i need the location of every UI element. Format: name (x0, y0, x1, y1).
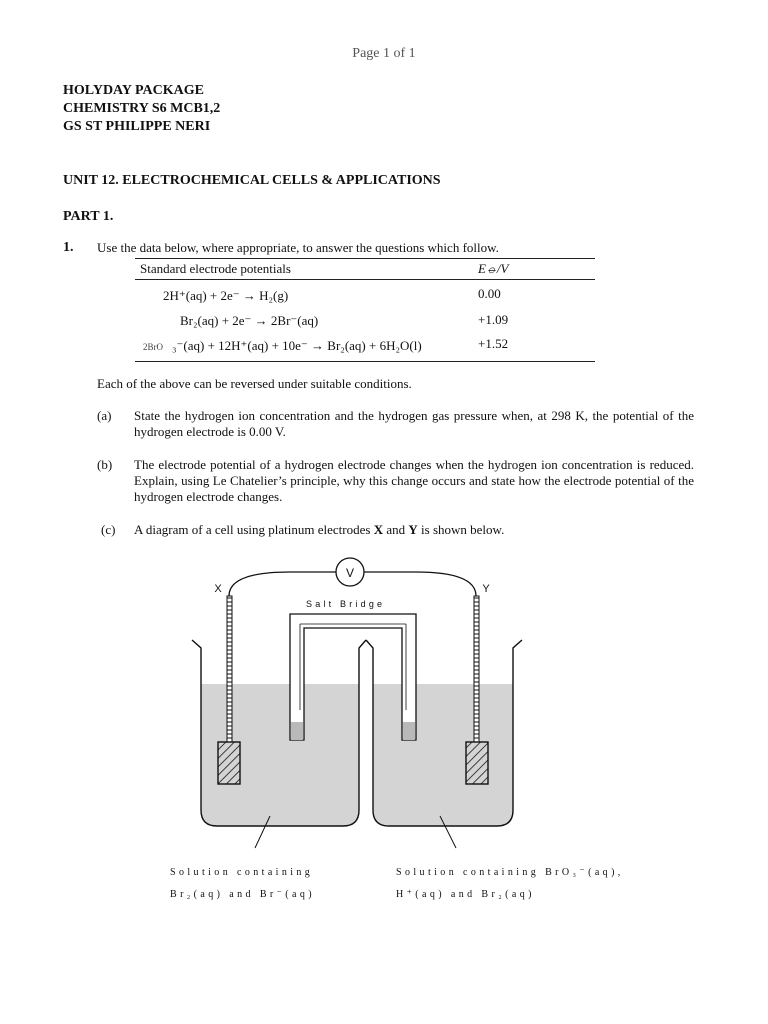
part-a-text: State the hydrogen ion concentration and the hydrogen gas pressure when, at 298 K, the potential of the hydrogen electrode is 0.00 V. (134, 408, 694, 439)
part-c-label: (c) (101, 522, 116, 537)
part-title: PART 1. (63, 209, 114, 224)
wire-right (364, 572, 476, 596)
right-solution-caption-1: Solution containing BrO₃⁻(aq), (396, 867, 624, 878)
header-line-3: GS ST PHILIPPE NERI (63, 119, 211, 134)
left-solution-caption-2: Br₂(aq) and Br⁻(aq) (170, 889, 316, 900)
salt-bridge-fluid-left (291, 722, 303, 740)
left-solution-caption-1: Solution containing (170, 867, 314, 878)
electrode-x-rod (227, 596, 232, 742)
unit-title: UNIT 12. ELECTROCHEMICAL CELLS & APPLICATIONS (63, 173, 441, 188)
part-b-text: The electrode potential of a hydrogen electrode changes when the hydrogen ion concentration is reduced. Explain, using Le Chatelier’s principle, why this change occurs and state how the electrode potential of the hydrogen electrode changes. (134, 457, 694, 504)
table-header-right: E⦵/V (478, 261, 509, 276)
voltmeter-label: V (345, 566, 355, 580)
table-row-equation: ₃⁻(aq) + 12H⁺(aq) + 10e⁻ → Br₂(aq) + 6H₂O(l) (172, 338, 422, 353)
table-row-value: 0.00 (478, 286, 501, 301)
table-row-value: +1.52 (478, 336, 509, 351)
electrode-y-plate (466, 742, 488, 784)
electrode-x-label: X (214, 583, 222, 595)
part-c-and: and (383, 522, 409, 537)
header-line-1: HOLYDAY PACKAGE (63, 83, 204, 98)
part-c-text-end: is shown below. (417, 522, 505, 537)
reversible-note: Each of the above can be reversed under suitable conditions. (97, 376, 412, 391)
table-row-prefix: 2BrO (143, 342, 163, 352)
salt-bridge-label: Salt Bridge (306, 599, 386, 609)
question-intro: Use the data below, where appropriate, to answer the questions which follow. (97, 240, 499, 255)
electrode-x-ref: X (373, 522, 384, 537)
electrode-y-label: Y (482, 583, 490, 595)
part-a-label: (a) (97, 408, 112, 423)
salt-bridge-fluid-right (403, 722, 415, 740)
table-row-equation: Br₂(aq) + 2e⁻ → 2Br⁻(aq) (180, 313, 319, 328)
header-line-2: CHEMISTRY S6 MCB1,2 (63, 101, 221, 116)
question-number: 1. (63, 240, 74, 255)
table-row-equation: 2H⁺(aq) + 2e⁻ → H₂(g) (163, 288, 289, 303)
page-header: Page 1 of 1 (352, 46, 416, 61)
electrode-y-rod (474, 596, 479, 742)
part-b-label: (b) (97, 457, 113, 472)
electrode-y-ref: Y (408, 522, 418, 537)
right-solution-caption-2: H⁺(aq) and Br₂(aq) (396, 889, 535, 900)
right-solution (373, 684, 513, 826)
wire-left (229, 572, 336, 596)
table-header-left: Standard electrode potentials (140, 261, 291, 276)
part-c-text-start: A diagram of a cell using platinum electrodes (134, 522, 374, 537)
table-row-value: +1.09 (478, 312, 509, 327)
electrode-x-plate (218, 742, 240, 784)
